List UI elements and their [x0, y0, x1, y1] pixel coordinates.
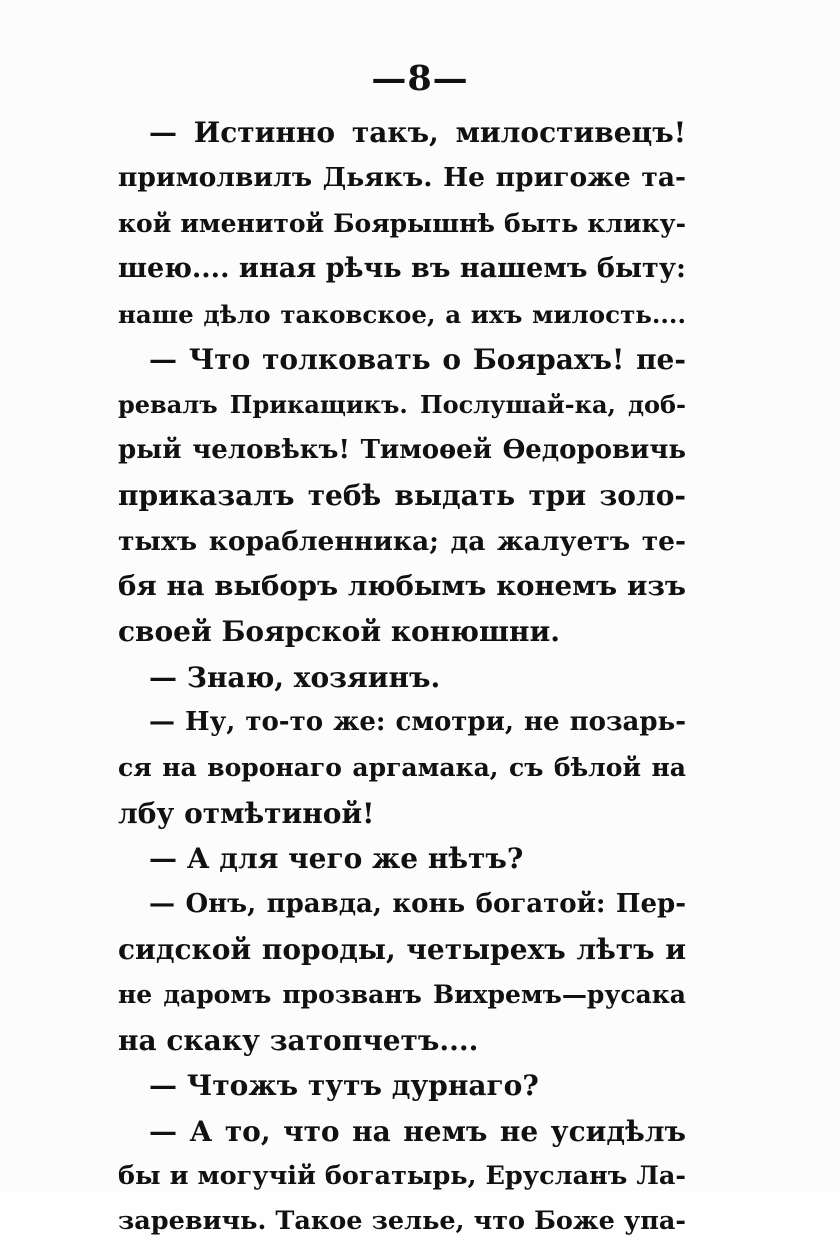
text-line: наше дѣло таковское, а ихъ милость.... [118, 299, 686, 329]
text-line: — А то, что на немъ не усидѣлъ [149, 1114, 686, 1148]
text-line: бы и могучій богатырь, Ерусланъ Ла- [118, 1160, 686, 1191]
text-line: — А для чего же нѣтъ? [149, 842, 524, 876]
text-body [118, 110, 686, 1245]
text-line: не даромъ прозванъ Вихремъ—русака [118, 980, 686, 1010]
text-line: рый человѣкъ! Тимоѳей Ѳедоровичь [118, 434, 686, 465]
text-line: примолвилъ Дьякъ. Не пригоже та- [118, 162, 686, 194]
text-line: своей Боярской конюшни. [118, 615, 561, 649]
text-line: бя на выборъ любымъ конемъ изъ [118, 569, 686, 602]
page-number: —8— [371, 58, 469, 99]
text-line: на скаку затопчетъ.... [118, 1023, 479, 1057]
text-line: заревичь. Такое зелье, что Боже упа- [118, 1206, 686, 1237]
text-line: приказалъ тебѣ выдать три золо- [118, 479, 686, 513]
text-line: — Истинно такъ, милостивецъ! [149, 116, 686, 149]
text-line: — Онъ, правда, конь богатой: Пер- [149, 888, 686, 919]
text-line: лбу отмѣтиной! [118, 796, 375, 830]
text-line: сидской породы, четырехъ лѣтъ и [118, 933, 686, 967]
text-line: кой именитой Боярышнѣ быть клику- [118, 208, 686, 238]
text-line: ся на воронаго аргамака, съ бѣлой на [118, 753, 686, 783]
text-line: — Что толковать о Боярахъ! пе- [149, 342, 686, 376]
text-line: шею.... иная рѣчь въ нашемъ быту: [118, 253, 686, 285]
text-line: тыхъ корабленника; да жалуетъ те- [118, 525, 686, 557]
text-line: ревалъ Прикащикъ. Послушай-ка, доб- [118, 390, 686, 420]
text-line: — Ну, то-то же: смотри, не позарь- [149, 707, 686, 738]
text-line: — Чтожъ тутъ дурнаго? [149, 1069, 539, 1103]
text-line: — Знаю, хозяинъ. [149, 660, 441, 694]
